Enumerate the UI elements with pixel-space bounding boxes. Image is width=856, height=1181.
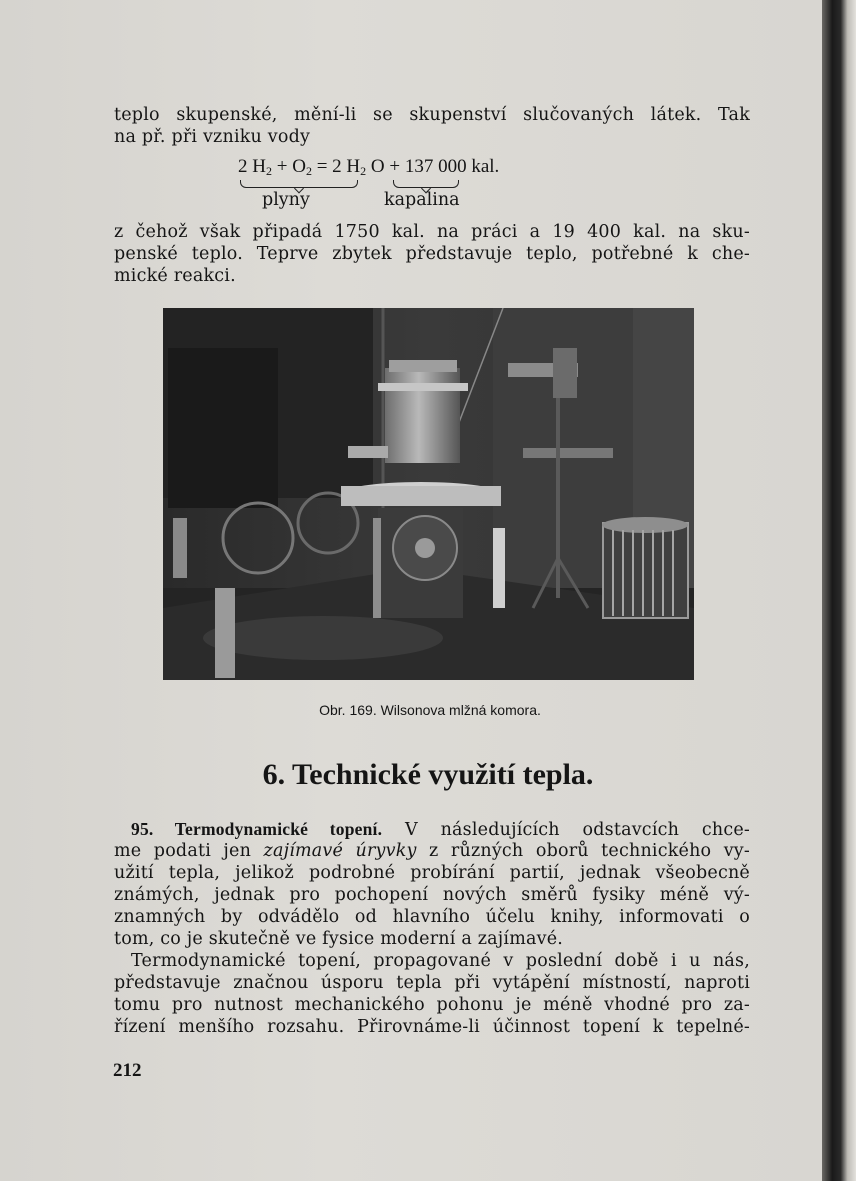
text-fragment: V následujících odstavcích chce-	[382, 820, 750, 840]
text-line: znamných by odvádělo od hlavního účelu knihy, informovati o	[114, 907, 750, 927]
label-gases: plyny	[262, 190, 310, 210]
text-line: tomu pro nutnost mechanického pohonu je méně vhodné pro za-	[114, 995, 750, 1015]
subsection-lead: 95. Termodynamické topení.	[131, 819, 383, 839]
eq-subscript: 2	[305, 164, 312, 178]
text-line: penské teplo. Teprve zbytek představuje teplo, potřebné k che-	[114, 244, 750, 264]
book-spine	[822, 0, 856, 1181]
chemical-equation	[238, 156, 638, 179]
page-number: 212	[113, 1060, 142, 1081]
eq-term: 2 H	[332, 156, 361, 177]
eq-energy: 137 000 kal.	[404, 156, 500, 177]
text-line: známých, jednak pro pochopení nových směrů fysiky méně vý-	[114, 885, 750, 905]
text-line: na př. při vzniku vody	[114, 127, 311, 147]
eq-subscript: 2	[265, 164, 272, 178]
text-line: teplo skupenské, mění-li se skupenství slučovaných látek. Tak	[114, 105, 750, 125]
text-line: mické reakci.	[114, 266, 236, 286]
paragraph-energy	[114, 221, 750, 287]
paragraph-95-body	[114, 840, 750, 950]
text-line	[114, 840, 750, 862]
photo-illustration	[163, 308, 694, 680]
eq-operator: =	[316, 156, 328, 177]
paragraph-95	[131, 818, 750, 840]
underbrace-liquid	[393, 180, 459, 188]
eq-subscript: 2	[360, 164, 367, 178]
eq-operator: +	[276, 156, 288, 177]
text-line: Termodynamické topení, propagované v poslední době i u nás,	[131, 951, 750, 971]
text-fragment: me podati jen	[114, 841, 264, 861]
paragraph-thermo-heating-body	[114, 972, 750, 1038]
text-line: z čehož však připadá 1750 kal. na práci a 19 400 kal. na sku-	[114, 222, 750, 242]
text-line	[131, 818, 750, 840]
text-line: řízení menšího rozsahu. Přirovnáme-li účinnost topení k tepelné-	[114, 1017, 750, 1037]
underbrace-gases	[240, 180, 358, 188]
eq-term: O	[292, 156, 306, 177]
emphasis-text: zajímavé úryvky	[263, 841, 417, 861]
text-line: tom, co je skutečně ve fysice moderní a zajímavé.	[114, 929, 564, 949]
caption-text: Obr. 169. Wilsonova mlžná komora.	[319, 702, 541, 718]
section-heading: 6. Technické využití tepla.	[262, 758, 594, 791]
text-line: představuje značnou úsporu tepla při vytápění místností, naproti	[114, 973, 750, 993]
wilson-cloud-chamber-photo	[163, 308, 694, 680]
figure-caption	[0, 702, 856, 718]
paragraph-intro	[114, 104, 750, 148]
eq-term: O	[370, 156, 385, 177]
eq-term: 2 H	[238, 156, 266, 177]
paragraph-thermo-heating	[131, 950, 750, 972]
text-fragment: z různých oborů technického vy-	[416, 841, 751, 861]
text-line: užití tepla, jelikož podrobné probírání partií, jednak všeobecně	[114, 863, 750, 883]
label-liquid: kapalina	[384, 190, 460, 210]
eq-operator: +	[389, 156, 401, 177]
